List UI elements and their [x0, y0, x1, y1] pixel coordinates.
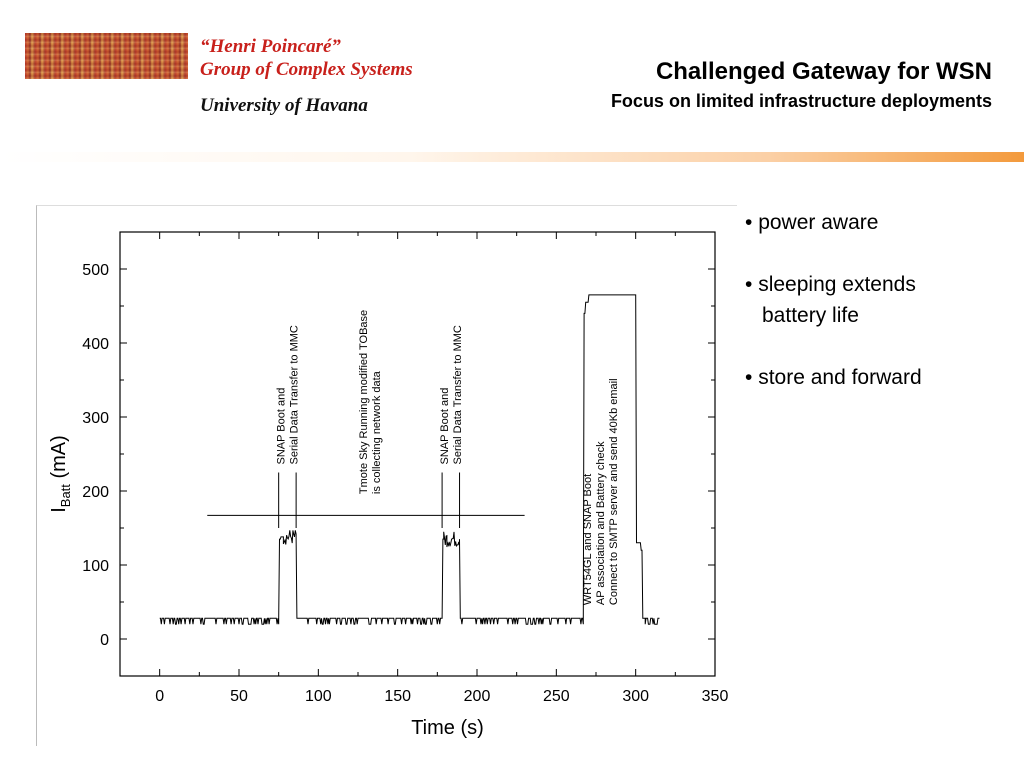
annotation-text-1: SNAP Boot and [275, 387, 288, 465]
bullet-list [745, 207, 922, 424]
x-tick-label: 200 [463, 688, 491, 705]
y-tick-label: 100 [82, 558, 109, 575]
current-vs-time-chart [37, 206, 737, 746]
chart-panel [36, 205, 737, 746]
institution-logo [25, 33, 188, 79]
annotation-text-2: Tmote Sky Running modified TOBase [358, 309, 371, 495]
header-gradient-bar [0, 152, 1024, 162]
x-tick-label: 100 [304, 688, 332, 705]
bullet-text: sleeping extends [758, 273, 916, 296]
bullet-item-sleeping [745, 269, 922, 300]
y-axis-label-sub: Batt [58, 484, 73, 508]
x-tick-label: 350 [701, 688, 729, 705]
x-tick-label: 250 [542, 688, 570, 705]
annotation-text-1: Serial Data Transfer to MMC [288, 325, 301, 465]
y-tick-label: 300 [82, 410, 109, 427]
y-tick-label: 200 [82, 484, 109, 501]
y-axis-label [48, 435, 73, 513]
y-tick-label: 400 [82, 336, 109, 353]
annotation-text-4: AP association and Battery check [594, 441, 607, 606]
annotation-text-4: Connect to SMTP server and send 40Kb email [607, 378, 620, 606]
bullet-text: power aware [758, 211, 879, 234]
y-tick-label: 500 [82, 262, 109, 279]
y-axis-label-unit: (mA) [48, 435, 70, 485]
x-axis-label: Time (s) [411, 717, 484, 739]
annotation-text-3: Serial Data Transfer to MMC [452, 325, 465, 465]
bullet-item-power-aware [745, 207, 922, 238]
institute-name-line2: Group of Complex Systems [200, 59, 413, 80]
y-axis-label-main: I [48, 507, 70, 513]
bullet-text: battery life [762, 304, 859, 327]
institute-name-line1: “Henri Poincaré” [200, 36, 341, 57]
bullet-item-store-forward [745, 362, 922, 393]
x-tick-label: 150 [384, 688, 412, 705]
x-tick-label: 300 [622, 688, 650, 705]
slide-title: Challenged Gateway for WSN [655, 58, 992, 85]
bullet-item-sleeping-cont [745, 300, 922, 331]
annotation-text-4: WRT54GL and SNAP Boot [581, 473, 594, 606]
university-name: University of Havana [200, 95, 368, 116]
bullet-marker: • [745, 366, 753, 389]
annotation-text-3: SNAP Boot and [439, 387, 452, 465]
annotation-text-2: is collecting network data [371, 371, 384, 495]
bullet-marker: • [745, 273, 753, 296]
slide-subtitle: Focus on limited infrastructure deployments [610, 91, 992, 111]
y-tick-label: 0 [100, 632, 109, 649]
x-tick-label: 50 [230, 688, 248, 705]
bullet-marker: • [745, 211, 753, 234]
bullet-text: store and forward [758, 366, 922, 389]
plot-frame [120, 232, 715, 676]
x-tick-label: 0 [155, 688, 165, 705]
